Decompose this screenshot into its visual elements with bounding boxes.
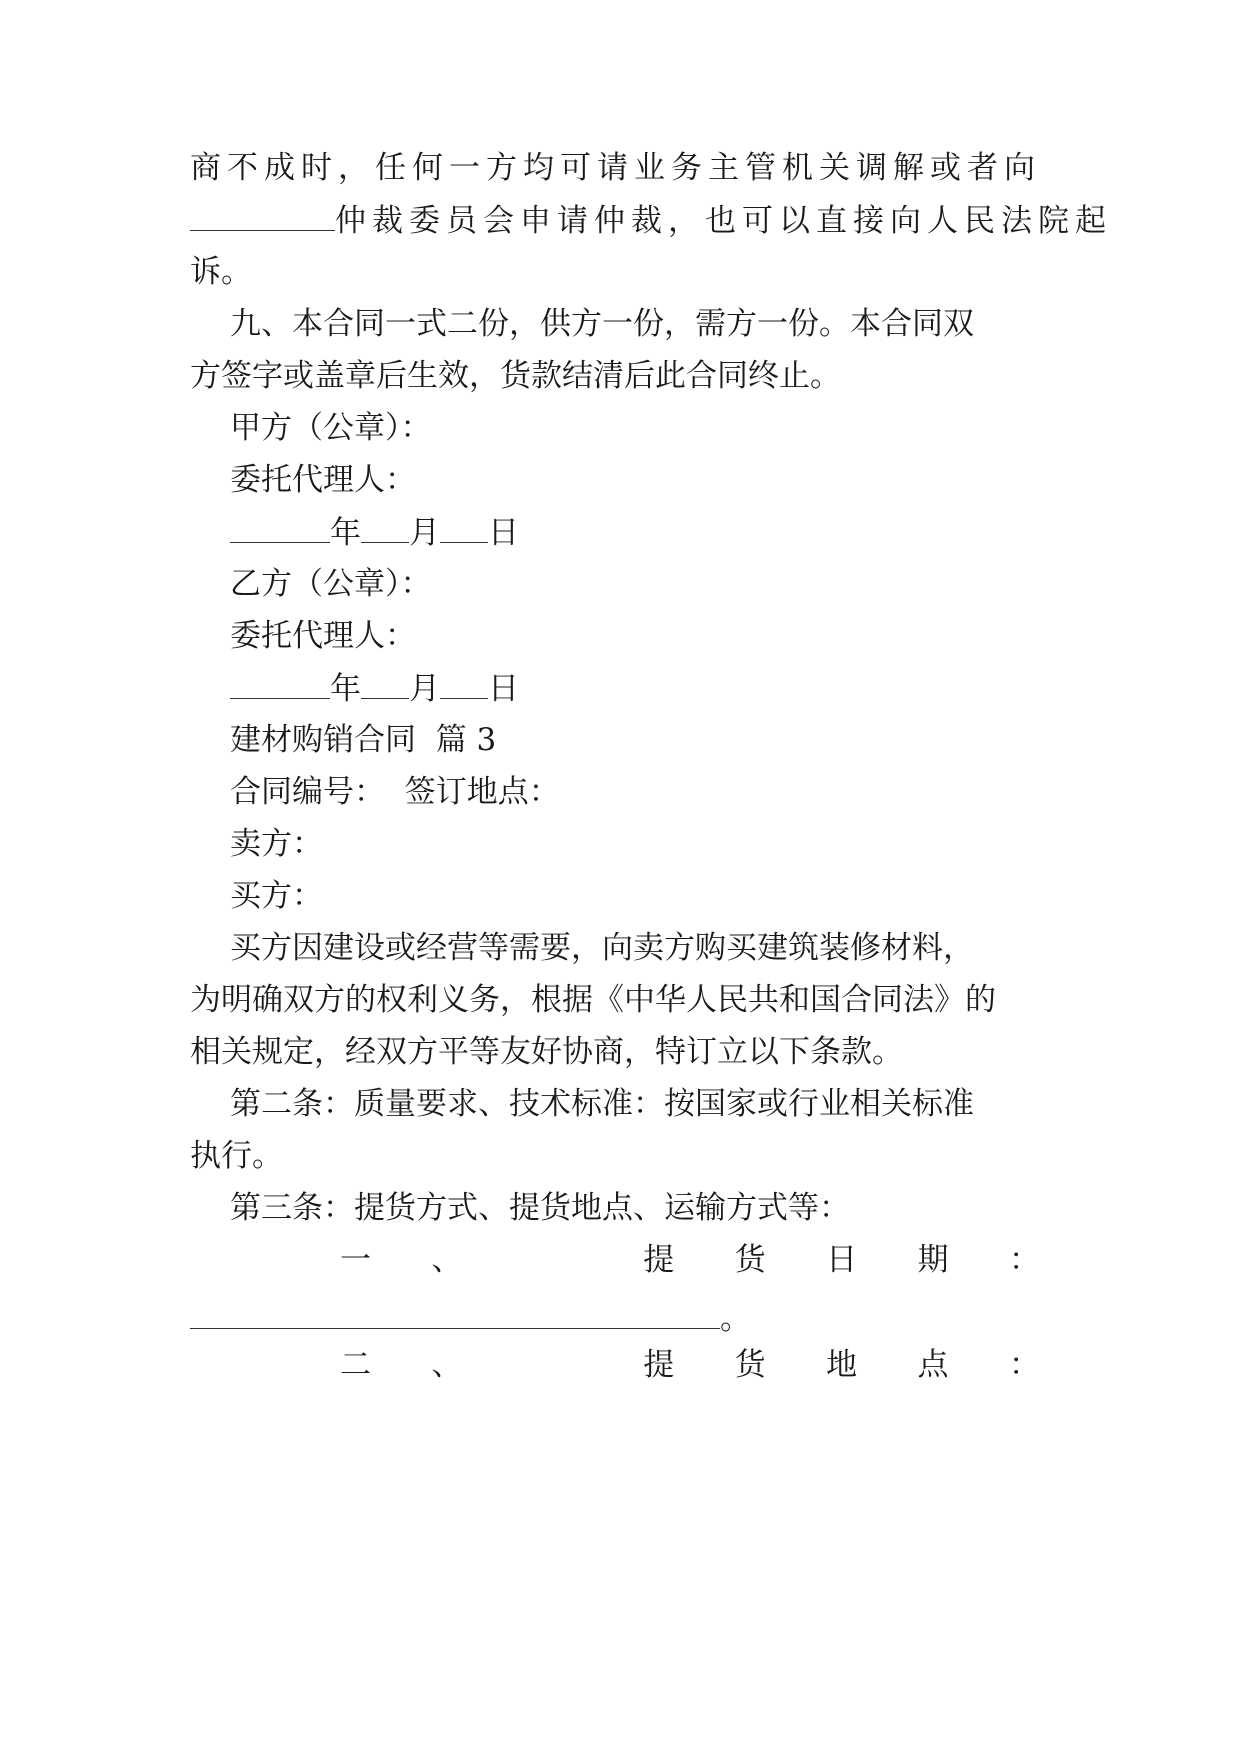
paragraph-line: 方签字或盖章后生效，货款结清后此合同终止。 (190, 358, 841, 394)
item-char: ： (1008, 1347, 1040, 1383)
paragraph-line: 九、本合同一式二份，供方一份，需方一份。本合同双 (230, 306, 974, 342)
paragraph-line (190, 200, 1112, 241)
item-char: ： (1008, 1242, 1040, 1278)
contract-number-line: 合同编号： 签订地点： (230, 774, 560, 810)
article-two-line: 第二条：质量要求、技术标准：按国家或行业相关标准 (230, 1086, 974, 1122)
pickup-date-item (340, 1240, 1040, 1280)
fill-blank (190, 1298, 720, 1329)
paragraph-line: 执行。 (190, 1138, 283, 1174)
year-label: 年 (330, 515, 361, 551)
month-label: 月 (409, 671, 440, 707)
item-char: 一 (340, 1242, 371, 1278)
item-char: 日 (826, 1242, 858, 1278)
paragraph-line: 商不成时，任何一方均可请业务主管机关调解或者向 (190, 150, 1041, 186)
line-text: 仲裁委员会申请仲裁，也可以直接向人民法院起 (335, 203, 1112, 239)
fill-blank (440, 512, 488, 543)
period-mark: 。 (720, 1301, 751, 1337)
paragraph-line: 相关规定，经双方平等友好协商，特订立以下条款。 (190, 1034, 903, 1070)
item-char: 、 (431, 1347, 463, 1383)
seller-label: 卖方： (230, 826, 323, 862)
month-label: 月 (409, 515, 440, 551)
agent-label: 委托代理人： (230, 462, 416, 498)
year-label: 年 (330, 671, 361, 707)
fill-blank (361, 668, 409, 699)
fill-blank (230, 668, 330, 699)
item-char: 期 (917, 1242, 949, 1278)
day-label: 日 (488, 671, 519, 707)
party-a-seal-label: 甲方（公章）： (230, 410, 432, 446)
section-title: 建材购销合同 篇 3 (230, 722, 497, 758)
day-label: 日 (488, 515, 519, 551)
item-char: 提 (643, 1347, 675, 1383)
fill-blank (440, 668, 488, 699)
pickup-location-item (340, 1345, 1040, 1385)
date-line (230, 668, 1090, 709)
item-char: 提 (643, 1242, 675, 1278)
paragraph-line: 买方因建设或经营等需要，向卖方购买建筑装修材料， (230, 930, 974, 966)
fill-blank (230, 512, 330, 543)
buyer-label: 买方： (230, 878, 323, 914)
item-char: 二 (340, 1347, 371, 1383)
date-line (230, 512, 1090, 553)
item-char: 、 (431, 1242, 463, 1278)
party-b-seal-label: 乙方（公章）： (230, 566, 432, 602)
agent-label: 委托代理人： (230, 618, 416, 654)
paragraph-line: 为明确双方的权利义务，根据《中华人民共和国合同法》的 (190, 982, 996, 1018)
item-char: 货 (734, 1242, 766, 1278)
fill-blank (361, 512, 409, 543)
item-char: 点 (917, 1347, 949, 1383)
fill-blank (190, 200, 335, 231)
item-char: 货 (734, 1347, 766, 1383)
paragraph-line: 诉。 (190, 254, 252, 290)
fill-line (190, 1298, 1050, 1339)
item-char: 地 (826, 1347, 858, 1383)
article-three-line: 第三条：提货方式、提货地点、运输方式等： (230, 1190, 850, 1226)
